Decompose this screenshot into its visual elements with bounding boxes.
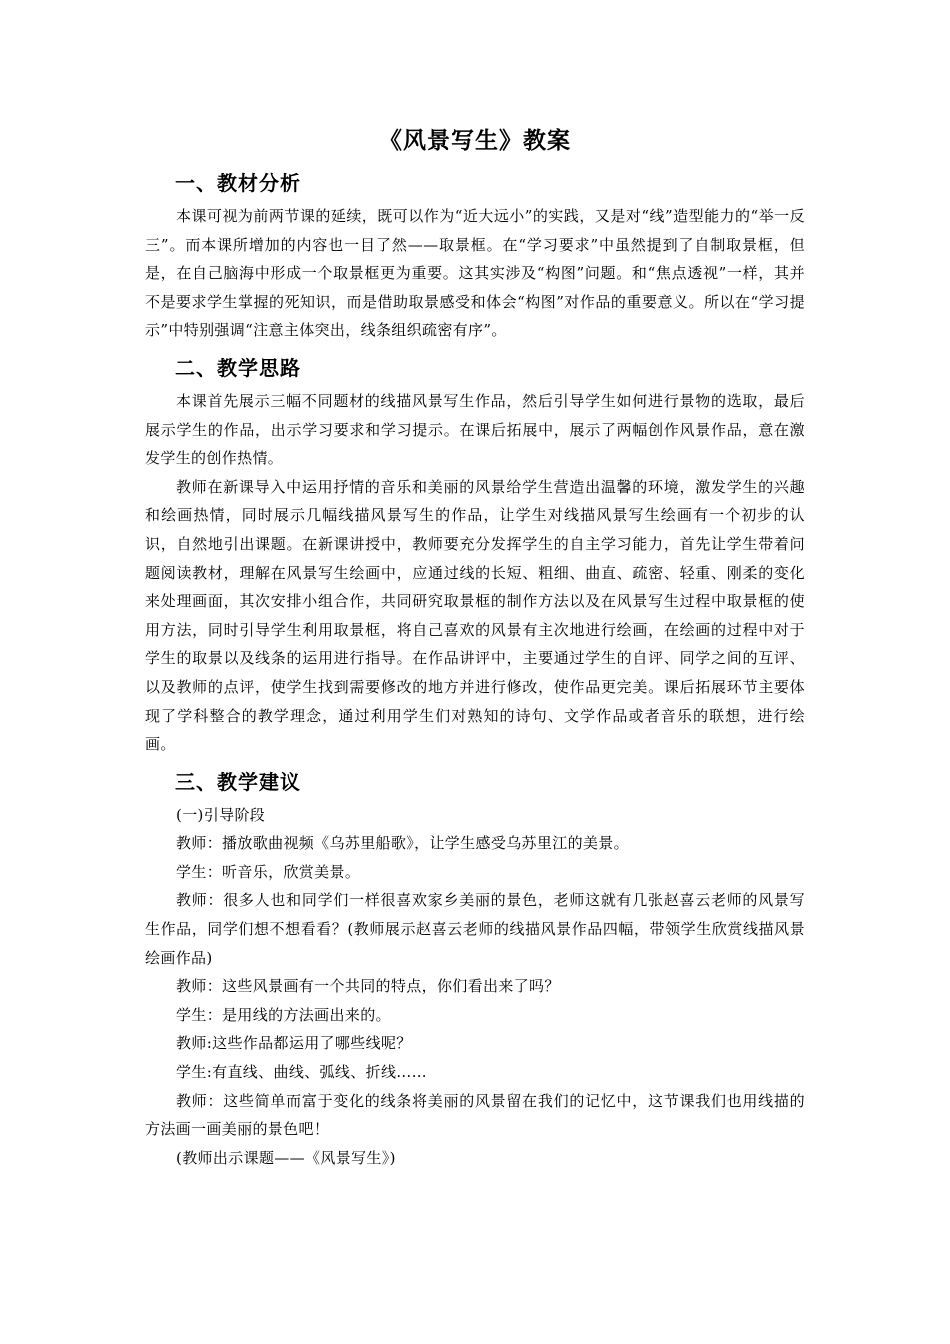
document-title: 《风景写生》教案: [379, 127, 571, 154]
section-heading: 三、教学建议: [175, 769, 301, 794]
section-textbook-analysis: [145, 166, 805, 345]
paragraph: 本课可视为前两节课的延续，既可以作为“近大远小”的实践，又是对“线”造型能力的“举一反三”。而本课所增加的内容也一目了然——取景框。在“学习要求”中虽然提到了自制取景框，但是，在自己脑海中形成一个取景框更为重要。这其实涉及“构图”问题。和“焦点透视”一样，其并不是要求学生掌握的死知识，而是借助取景感受和体会“构图”对作品的重要意义。所以在“学习提示”中特别强调“注意主体突出，线条组织疏密有序”。: [145, 207, 805, 340]
section-heading: 二、教学思路: [175, 355, 301, 380]
subsection-label: (一)引导阶段: [176, 805, 266, 824]
dialogue-line: 学生:有直线、曲线、弧线、折线……: [176, 1063, 428, 1082]
paragraph: 教师在新课导入中运用抒情的音乐和美丽的风景给学生营造出温馨的环境，激发学生的兴趣和绘画热情，同时展示几幅线描风景写生的作品，让学生对线描风景写生绘画有一个初步的认识，自然地引出课题。在新课讲授中，教师要充分发挥学生的自主学习能力，首先让学生带着问题阅读教材，理解在风景写生绘画中，应通过线的长短、粗细、曲直、疏密、轻重、刚柔的变化来处理画面，其次安排小组合作，共同研究取景框的制作方法以及在风景写生过程中取景框的使用方法，同时引导学生利用取景框，将自己喜欢的风景有主次地进行绘画，在绘画的过程中对于学生的取景以及线条的运用进行指导。在作品讲评中，主要通过学生的自评、同学之间的互评、以及教师的点评，使学生找到需要修改的地方并进行修改，使作品更完美。课后拓展环节主要体现了学科整合的教学理念，通过利用学生们对熟知的诗句、文学作品或者音乐的联想，进行绘画。: [145, 477, 805, 754]
dialogue-line: 学生：听音乐，欣赏美景。: [176, 862, 361, 881]
section-heading: 一、教材分析: [175, 171, 301, 195]
paragraph: 本课首先展示三幅不同题材的线描风景写生作品，然后引导学生如何进行景物的选取，最后展示学生的作品，出示学习要求和学习提示。在课后拓展中，展示了两幅创作风景作品，意在激发学生的创作热情。: [145, 391, 805, 468]
dialogue-line: 教师：很多人也和同学们一样很喜欢家乡美丽的景色，老师这就有几张赵喜云老师的风景写生作品，同学们想不想看看？(教师展示赵喜云老师的线描风景作品四幅，带领学生欣赏线描风景绘画作品): [145, 891, 805, 967]
dialogue-line: 学生：是用线的方法画出来的。: [176, 1005, 391, 1024]
dialogue-line: 教师:这些作品都运用了哪些线呢？: [176, 1034, 412, 1053]
section-teaching-suggestions: [145, 765, 805, 1173]
document-body: [145, 166, 805, 1172]
dialogue-line: 教师：播放歌曲视频《乌苏里船歌》，让学生感受乌苏里江的美景。: [176, 834, 630, 853]
section-teaching-approach: [145, 351, 805, 759]
dialogue-line: 教师：这些简单而富于变化的线条将美丽的风景留在我们的记忆中，这节课我们也用线描的方法画一画美丽的景色吧！: [145, 1091, 805, 1139]
stage-direction: (教师出示课题——《风景写生》): [176, 1148, 396, 1167]
dialogue-line: 教师：这些风景画有一个共同的特点，你们看出来了吗？: [176, 977, 560, 996]
